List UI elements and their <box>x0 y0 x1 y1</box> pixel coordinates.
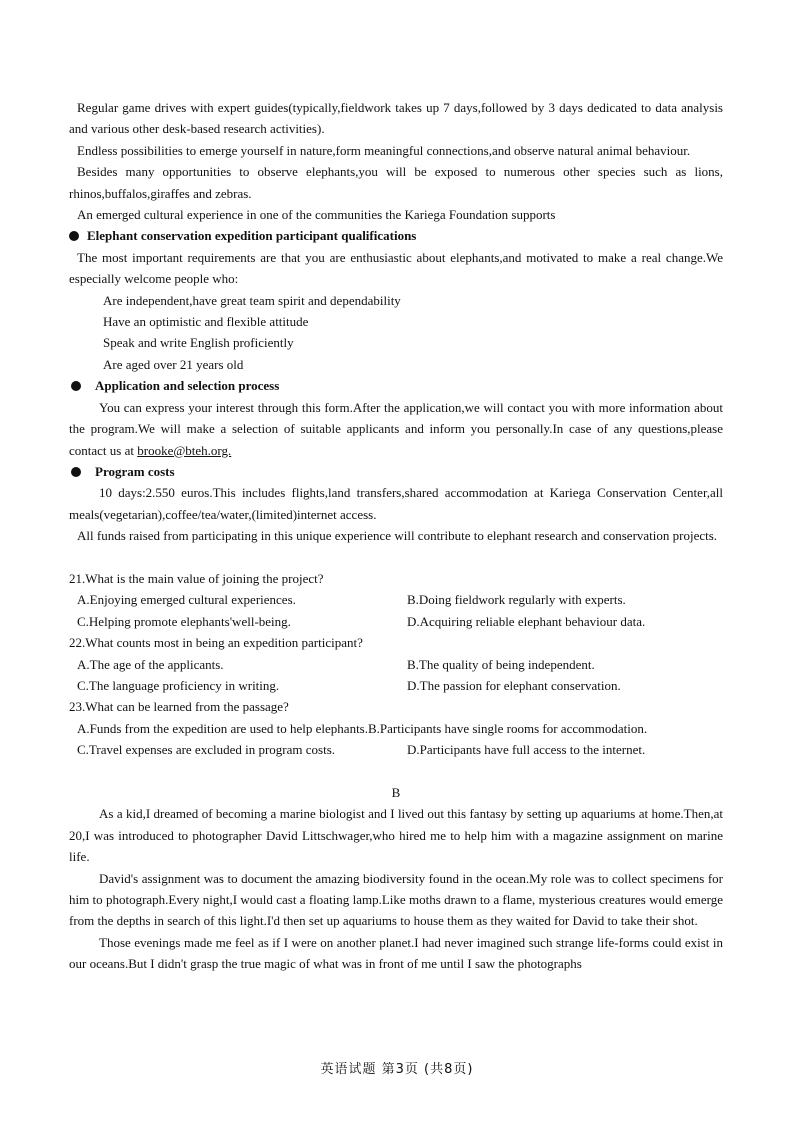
question-23 <box>69 696 723 760</box>
option-a: A.The age of the applicants. <box>77 656 224 672</box>
option-b: B.Participants have single rooms for accommodation. <box>368 720 648 736</box>
list-item: Are aged over 21 years old <box>103 356 244 372</box>
option-b: B.Doing fieldwork regularly with experts. <box>407 592 626 608</box>
intro-paragraph-2: Endless possibilities to emerge yourself in nature,form meaningful connections,and observe natural animal behaviour. <box>77 142 691 158</box>
intro-paragraph-3: Besides many opportunities to observe elephants,you will be exposed to numerous other species such as lions, rhinos,buffalos,giraffes and zebras. <box>69 164 723 201</box>
qualifications-heading-text: Elephant conservation expedition participant qualifications <box>87 228 417 244</box>
option-b: B.The quality of being independent. <box>407 656 595 672</box>
passage-paragraph-3: Those evenings made me feel as if I were on another planet.I had never imagined such strange life-forms could exist in our oceans.But I didn't grasp the true magic of what was in front of me until I saw the photographs <box>69 934 723 972</box>
question-22 <box>69 632 723 696</box>
qualifications-intro: The most important requirements are that you are enthusiastic about elephants,and motivated to make a real change.We especially welcome people who: <box>69 249 723 287</box>
question-stem: 21.What is the main value of joining the project? <box>69 570 324 586</box>
document-page <box>69 97 723 975</box>
costs-heading-text: Program costs <box>95 463 175 479</box>
list-item: Speak and write English proficiently <box>103 335 294 351</box>
option-c: C.Helping promote elephants'well-being. <box>77 613 291 629</box>
option-d: D.The passion for elephant conservation. <box>407 677 621 693</box>
bullet-icon <box>71 381 81 391</box>
costs-text-2: All funds raised from participating in this unique experience will contribute to elephant research and conservation projects. <box>77 528 718 544</box>
intro-paragraph-1: Regular game drives with expert guides(typically,fieldwork takes up 7 days,followed by 3 days dedicated to data analysis and various other desk-based research activities). <box>69 100 723 137</box>
qualifications-list <box>69 290 723 376</box>
passage-paragraph-1: As a kid,I dreamed of becoming a marine biologist and I lived out this fantasy by setting up aquariums at home.Then,at 20,I was introduced to photographer David Littschwager,who hired me to help him with a magazine assignment on marine life. <box>69 806 723 865</box>
costs-heading <box>69 461 723 482</box>
application-heading <box>69 375 723 396</box>
question-stem: 22.What counts most in being an expedition participant? <box>69 635 363 651</box>
bullet-icon <box>69 231 79 241</box>
contact-email-link[interactable]: brooke@bteh.org. <box>137 442 232 458</box>
option-a: A.Funds from the expedition are used to help elephants. <box>77 720 368 736</box>
qualifications-heading <box>69 225 723 246</box>
question-21 <box>69 568 723 632</box>
option-c: C.Travel expenses are excluded in program costs. <box>77 742 336 758</box>
intro-paragraph-4: An emerged cultural experience in one of the communities the Kariega Foundation supports <box>77 207 556 223</box>
section-label: B <box>391 784 401 800</box>
list-item: Have an optimistic and flexible attitude <box>103 314 309 330</box>
option-a: A.Enjoying emerged cultural experiences. <box>77 592 296 608</box>
costs-text-1: 10 days:2.550 euros.This includes flights,land transfers,shared accommodation at Kariega Conservation Center,all meals(vegetarian),coffee/tea/water,(limited)internet access. <box>69 485 723 522</box>
application-heading-text: Application and selection process <box>95 378 280 394</box>
passage-paragraph-2: David's assignment was to document the amazing biodiversity found in the ocean.My role was to collect specimens for him to photograph.Every night,I would cast a floating lamp.Like moths drawn to a flame, mysterious creatures would emerge from the depths in search of this light.I'd then set up aquariums to house them as they waited for David to take their shot. <box>69 870 723 929</box>
list-item: Are independent,have great team spirit and dependability <box>103 292 401 308</box>
application-text <box>69 397 723 461</box>
option-c: C.The language proficiency in writing. <box>77 677 280 693</box>
question-stem: 23.What can be learned from the passage? <box>69 699 289 715</box>
option-d: D.Participants have full access to the internet. <box>407 742 646 758</box>
page-footer: 英语试题 第3页 (共8页) <box>320 1062 474 1077</box>
option-d: D.Acquiring reliable elephant behaviour data. <box>407 613 646 629</box>
application-body: You can express your interest through this form.After the application,we will contact you with more information about the program.We will make a selection of suitable applicants and inform you personally.In case of any questions,please contact us at <box>69 399 723 458</box>
bullet-icon <box>71 467 81 477</box>
